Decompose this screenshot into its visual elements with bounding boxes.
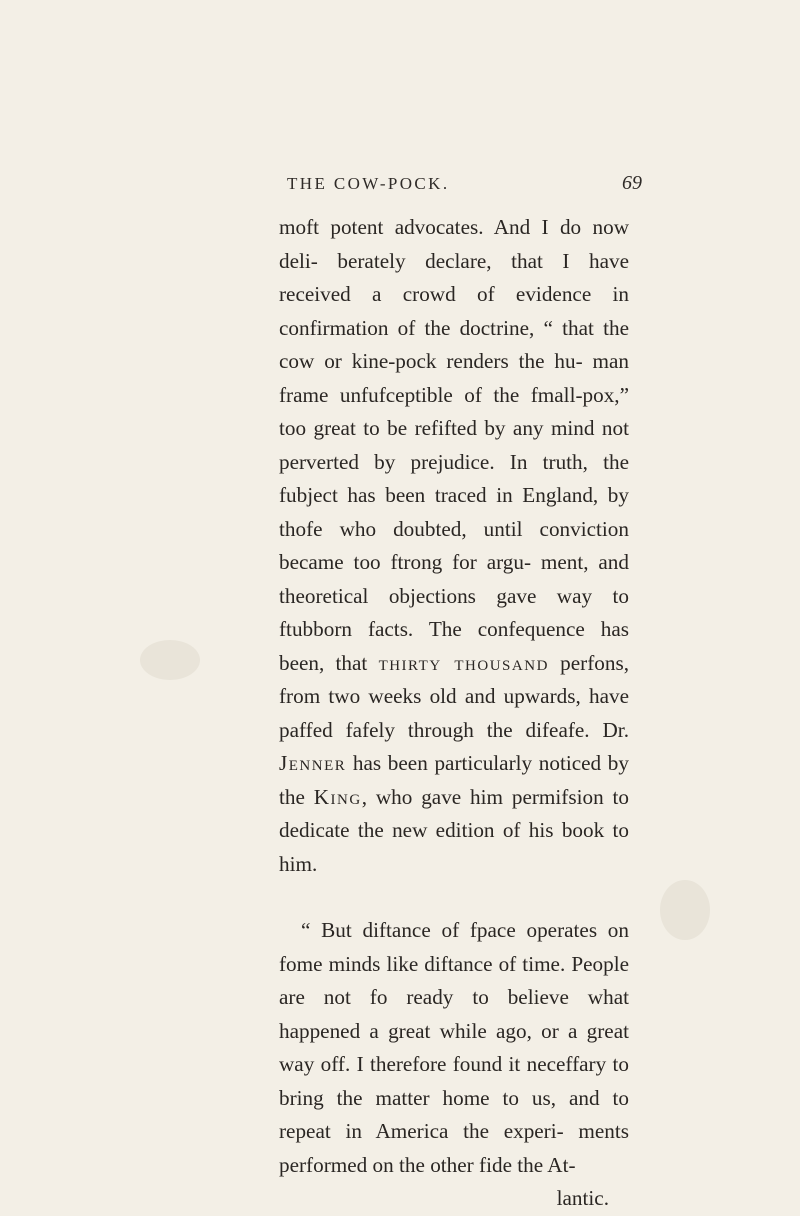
page-header <box>0 174 800 202</box>
paper-stain <box>660 880 710 940</box>
paragraph-1-text-b: perfons, from two weeks old and upwards, have paffed fafely through the difeafe. Dr. <box>279 650 629 742</box>
paragraph-1-text-d: , who gave him permifsion to dedicate the new edition of his book to him. <box>279 784 629 876</box>
thirty-thousand-smallcaps: thirty thousand <box>378 650 549 675</box>
jenner-smallcaps: Jenner <box>279 751 347 775</box>
king-smallcaps: King <box>313 784 362 809</box>
paragraph-1-text-a: moft potent advocates. And I do now deli- berately declare, that I have received a crowd of evidence in confirmation of the doctrine, “ that the cow or kine-pock renders the hu- man frame unfufceptible of the fmall-pox,” too great to be refifted by any mind not perverted by prejudice. In truth, the fubject has been traced in England, by thofe who doubted, until conviction became too ftrong for argu- ment, and theoretical objections gave way to ftubborn facts. The confequence has been, that <box>279 215 629 675</box>
paper-stain <box>140 640 200 680</box>
paragraph-1 <box>279 211 629 881</box>
paragraph-2 <box>279 914 629 1216</box>
page-number: 69 <box>622 172 642 194</box>
paragraph-2-last-line: lantic. <box>556 1186 609 1210</box>
running-title: THE COW-POCK. <box>287 174 450 193</box>
paragraph-1-text-c: has been particularly noticed by the <box>279 751 629 809</box>
paragraph-2-text: “ But diftance of fpace operates on fome minds like diftance of time. People are not fo ready to believe what happened a great while ago, or a great way off. I therefore found it neceffary to bring the matter home to us, and to repeat in America the experi- ments performed on the other fide the At- <box>279 918 629 1177</box>
body-text <box>279 211 629 1216</box>
